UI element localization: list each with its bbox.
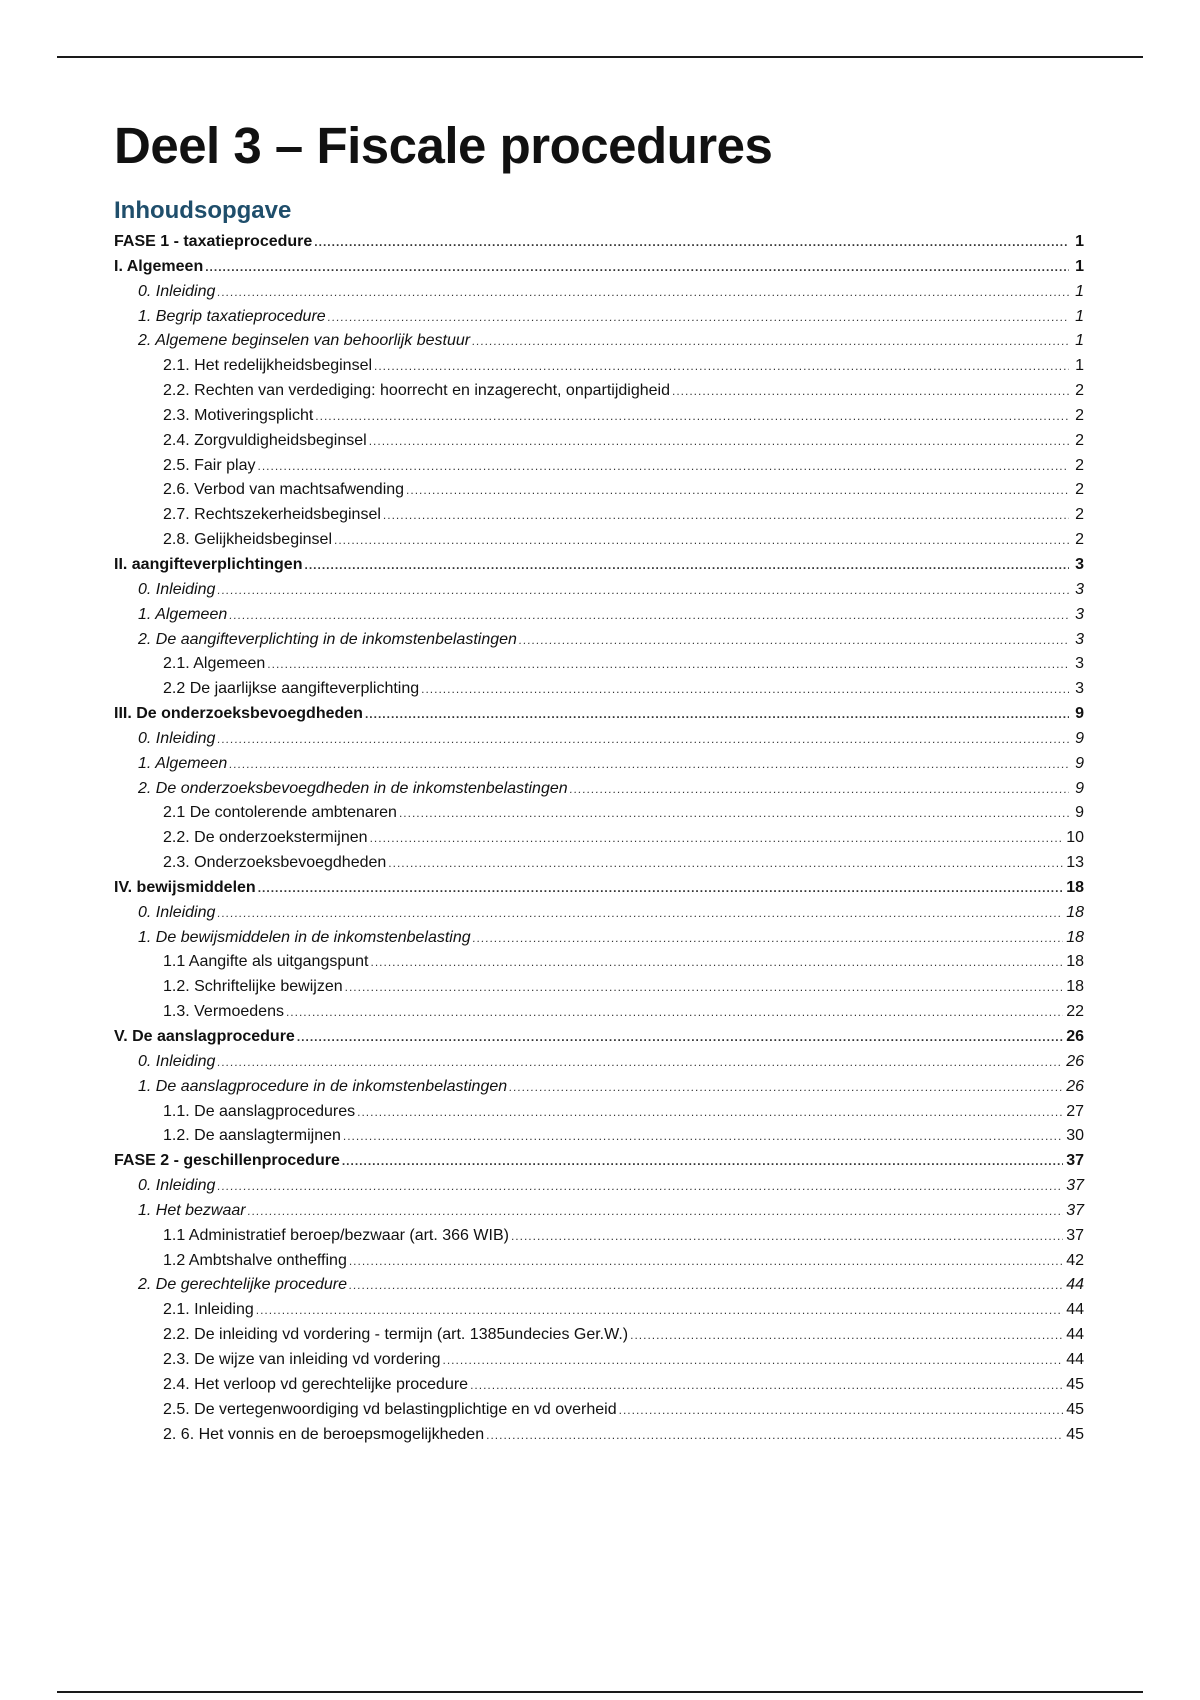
toc-dot-leader — [229, 752, 1069, 777]
toc-entry[interactable] — [114, 404, 1084, 429]
toc-dot-leader — [371, 950, 1064, 975]
toc-entry-label: 2.5. Fair play — [163, 456, 256, 474]
toc-entry-page-number: 18 — [1066, 978, 1084, 996]
toc-dot-leader — [217, 727, 1069, 752]
toc-entry-label: 0. Inleiding — [138, 903, 216, 921]
toc-entry-page-number: 26 — [1066, 1077, 1084, 1095]
toc-entry[interactable] — [114, 901, 1084, 926]
toc-entry-page-number: 1 — [1075, 282, 1084, 300]
toc-entry-label: III. De onderzoeksbevoegdheden — [114, 705, 363, 723]
toc-entry[interactable] — [114, 628, 1084, 653]
toc-dot-leader — [256, 1298, 1063, 1323]
toc-dot-leader — [619, 1398, 1064, 1423]
toc-entry-page-number: 45 — [1066, 1425, 1084, 1443]
toc-entry-label: FASE 2 - geschillenprocedure — [114, 1152, 340, 1170]
toc-dot-leader — [349, 1273, 1063, 1298]
toc-dot-leader — [399, 801, 1069, 826]
toc-heading: Inhoudsopgave — [114, 197, 292, 224]
toc-entry-label: 1.1 Administratief beroep/bezwaar (art. 366 WIB) — [163, 1226, 509, 1244]
toc-entry-label: FASE 1 - taxatieprocedure — [114, 233, 313, 250]
toc-entry-label: 1. Het bezwaar — [138, 1201, 246, 1219]
toc-entry[interactable] — [114, 1273, 1084, 1298]
toc-entry-page-number: 9 — [1075, 779, 1084, 797]
toc-dot-leader — [229, 603, 1069, 628]
toc-entry-page-number: 1 — [1075, 233, 1084, 250]
toc-dot-leader — [343, 1124, 1063, 1149]
toc-entry-page-number: 44 — [1066, 1301, 1084, 1319]
toc-entry[interactable] — [114, 702, 1084, 727]
toc-entry-page-number: 9 — [1075, 705, 1084, 723]
bottom-rule — [57, 1691, 1143, 1693]
toc-entry-label: I. Algemeen — [114, 257, 204, 275]
toc-entry[interactable] — [114, 454, 1084, 479]
toc-dot-leader — [421, 677, 1069, 702]
toc-dot-leader — [304, 553, 1069, 578]
toc-entry-page-number: 2 — [1075, 406, 1084, 424]
toc-entry[interactable] — [114, 329, 1084, 354]
toc-entry-label: 2.3. Motiveringsplicht — [163, 406, 314, 424]
toc-entry[interactable] — [114, 1000, 1084, 1025]
toc-entry-label: 2.5. De vertegenwoordiging vd belastingplichtige en vd overheid — [163, 1400, 617, 1418]
toc-entry-label: 0. Inleiding — [138, 729, 216, 747]
toc-entry[interactable] — [114, 1025, 1084, 1050]
toc-entry-page-number: 3 — [1075, 655, 1084, 673]
toc-entry[interactable] — [114, 677, 1084, 702]
toc-entry-page-number: 1 — [1075, 357, 1084, 375]
toc-dot-leader — [509, 1075, 1063, 1100]
toc-dot-leader — [472, 329, 1069, 354]
toc-dot-leader — [217, 1050, 1063, 1075]
toc-entry-page-number: 44 — [1066, 1276, 1084, 1294]
toc-entry-label: 2. De aangifteverplichting in de inkomstenbelastingen — [138, 630, 517, 648]
toc-entry-page-number: 45 — [1066, 1400, 1084, 1418]
toc-entry-page-number: 30 — [1066, 1127, 1084, 1145]
toc-entry-label: 1.3. Vermoedens — [163, 1003, 284, 1021]
toc-entry-page-number: 9 — [1075, 804, 1084, 822]
toc-entry[interactable] — [114, 1124, 1084, 1149]
toc-entry-page-number: 42 — [1066, 1251, 1084, 1269]
toc-entry[interactable] — [114, 975, 1084, 1000]
toc-entry-page-number: 3 — [1075, 680, 1084, 698]
toc-entry-page-number: 18 — [1066, 928, 1084, 946]
toc-entry-page-number: 2 — [1075, 481, 1084, 499]
toc-entry[interactable] — [114, 255, 1084, 280]
toc-entry-label: 2. Algemene beginselen van behoorlijk bestuur — [138, 332, 471, 350]
toc-dot-leader — [357, 1100, 1063, 1125]
toc-dot-leader — [258, 876, 1064, 901]
top-rule — [57, 56, 1143, 58]
toc-entry-page-number: 27 — [1066, 1102, 1084, 1120]
toc-entry-label: 2.2. De inleiding vd vordering - termijn (art. 1385undecies Ger.W.) — [163, 1326, 629, 1344]
toc-entry-page-number: 9 — [1075, 754, 1084, 772]
toc-entry[interactable] — [114, 1373, 1084, 1398]
toc-entry[interactable] — [114, 429, 1084, 454]
toc-entry-page-number: 22 — [1066, 1003, 1084, 1021]
toc-dot-leader — [486, 1423, 1063, 1448]
toc-entry-label: 2.3. Onderzoeksbevoegdheden — [163, 854, 387, 872]
toc-dot-leader — [217, 578, 1069, 603]
toc-dot-leader — [205, 255, 1069, 280]
toc-entry[interactable] — [114, 1224, 1084, 1249]
toc-entry-page-number: 26 — [1066, 1052, 1084, 1070]
toc-entry[interactable] — [114, 379, 1084, 404]
toc-entry[interactable] — [114, 801, 1084, 826]
toc-entry-label: IV. bewijsmiddelen — [114, 878, 256, 896]
toc-entry[interactable] — [114, 503, 1084, 528]
toc-dot-leader — [342, 1149, 1063, 1174]
toc-entry-label: 1.2. Schriftelijke bewijzen — [163, 978, 343, 996]
toc-entry-page-number: 18 — [1066, 953, 1084, 971]
toc-dot-leader — [370, 826, 1064, 851]
toc-entry-label: 2.7. Rechtszekerheidsbeginsel — [163, 506, 381, 524]
toc-entry-label: 1. Algemeen — [138, 605, 228, 623]
toc-entry-page-number: 13 — [1066, 854, 1084, 872]
toc-entry[interactable] — [114, 1298, 1084, 1323]
toc-entry-page-number: 2 — [1075, 382, 1084, 400]
toc-dot-leader — [388, 851, 1063, 876]
toc-dot-leader — [314, 230, 1069, 255]
toc-entry-page-number: 3 — [1075, 630, 1084, 648]
toc-dot-leader — [334, 528, 1069, 553]
toc-entry-label: 2.1. Het redelijkheidsbeginsel — [163, 357, 373, 375]
toc-dot-leader — [374, 354, 1069, 379]
toc-entry-page-number: 3 — [1075, 580, 1084, 598]
toc-entry-label: 2.6. Verbod van machtsafwending — [163, 481, 405, 499]
toc-entry[interactable] — [114, 354, 1084, 379]
toc-dot-leader — [349, 1249, 1063, 1274]
toc-entry-page-number: 2 — [1075, 456, 1084, 474]
toc-entry-page-number: 3 — [1075, 605, 1084, 623]
toc-entry-page-number: 18 — [1066, 903, 1084, 921]
toc-dot-leader — [315, 404, 1069, 429]
toc-dot-leader — [369, 429, 1069, 454]
toc-entry-label: 2.4. Zorgvuldigheidsbeginsel — [163, 431, 367, 449]
toc-dot-leader — [383, 503, 1069, 528]
toc-entry-page-number: 3 — [1075, 555, 1084, 573]
toc-entry-page-number: 37 — [1066, 1152, 1084, 1170]
toc-dot-leader — [328, 305, 1069, 330]
toc-entry[interactable] — [114, 528, 1084, 553]
toc-entry-label: 2.8. Gelijkheidsbeginsel — [163, 531, 332, 549]
toc-entry-label: 1.1 Aangifte als uitgangspunt — [163, 953, 369, 971]
toc-dot-leader — [365, 702, 1069, 727]
toc-entry[interactable] — [114, 1100, 1084, 1125]
toc-dot-leader — [406, 478, 1069, 503]
toc-entry-label: 2. 6. Het vonnis en de beroepsmogelijkheden — [163, 1425, 485, 1443]
toc-entry[interactable] — [114, 1174, 1084, 1199]
toc-entry-label: II. aangifteverplichtingen — [114, 555, 303, 573]
toc-entry-label: 2.2. De onderzoekstermijnen — [163, 829, 368, 847]
toc-entry-label: 2.1. Inleiding — [163, 1301, 254, 1319]
toc-entry[interactable] — [114, 826, 1084, 851]
toc-dot-leader — [286, 1000, 1063, 1025]
toc-dot-leader — [217, 280, 1069, 305]
toc-entry-label: 1. Algemeen — [138, 754, 228, 772]
toc-entry-label: 1.2 Ambtshalve ontheffing — [163, 1251, 347, 1269]
toc-entry-page-number: 2 — [1075, 506, 1084, 524]
toc-entry-label: V. De aanslagprocedure — [114, 1028, 295, 1045]
toc-entry-page-number: 26 — [1066, 1028, 1084, 1045]
toc-entry[interactable] — [114, 1050, 1084, 1075]
toc-entry-page-number: 45 — [1066, 1375, 1084, 1393]
toc-entry-page-number: 1 — [1075, 307, 1084, 325]
document-title: Deel 3 – Fiscale procedures — [114, 117, 773, 174]
toc-entry-label: 0. Inleiding — [138, 282, 216, 300]
toc-entry-label: 0. Inleiding — [138, 1052, 216, 1070]
toc-dot-leader — [217, 1174, 1063, 1199]
toc-dot-leader — [217, 901, 1063, 926]
toc-dot-leader — [248, 1199, 1064, 1224]
toc-entry-page-number: 10 — [1066, 829, 1084, 847]
toc-entry-page-number: 18 — [1066, 878, 1084, 896]
toc-entry-page-number: 2 — [1075, 531, 1084, 549]
toc-entry-label: 1. De aanslagprocedure in de inkomstenbelastingen — [138, 1077, 508, 1095]
toc-entry-label: 0. Inleiding — [138, 1177, 216, 1195]
toc-entry-label: 2.2. Rechten van verdediging: hoorrecht en inzagerecht, onpartijdigheid — [163, 382, 670, 400]
toc-entry-label: 2.3. De wijze van inleiding vd vordering — [163, 1350, 441, 1368]
toc-dot-leader — [519, 628, 1069, 653]
toc-dot-leader — [257, 454, 1069, 479]
toc-entry[interactable] — [114, 652, 1084, 677]
toc-dot-leader — [297, 1025, 1063, 1050]
toc-dot-leader — [470, 1373, 1063, 1398]
toc-entry[interactable] — [114, 1075, 1084, 1100]
toc-entry[interactable] — [114, 578, 1084, 603]
toc-entry[interactable] — [114, 230, 1084, 255]
toc-entry[interactable] — [114, 1149, 1084, 1174]
toc-entry-label: 2.1 De contolerende ambtenaren — [163, 804, 397, 822]
toc-entry-page-number: 1 — [1075, 257, 1084, 275]
toc-entry-label: 1. Begrip taxatieprocedure — [138, 307, 326, 325]
toc-entry[interactable] — [114, 478, 1084, 503]
toc-entry[interactable] — [114, 553, 1084, 578]
toc-entry-label: 2. De onderzoeksbevoegdheden in de inkomstenbelastingen — [138, 779, 568, 797]
toc-dot-leader — [511, 1224, 1063, 1249]
toc-entry-page-number: 9 — [1075, 729, 1084, 747]
toc-entry-page-number: 2 — [1075, 431, 1084, 449]
toc-entry-label: 1.2. De aanslagtermijnen — [163, 1127, 341, 1145]
toc-entry[interactable] — [114, 926, 1084, 951]
toc-entry[interactable] — [114, 727, 1084, 752]
toc-entry-page-number: 1 — [1075, 332, 1084, 350]
toc-entry[interactable] — [114, 752, 1084, 777]
toc-entry[interactable] — [114, 777, 1084, 802]
toc-entry-label: 1.1. De aanslagprocedures — [163, 1102, 356, 1120]
toc-entry-page-number: 37 — [1066, 1177, 1084, 1195]
table-of-contents — [114, 230, 1084, 1447]
toc-entry[interactable] — [114, 851, 1084, 876]
toc-dot-leader — [267, 652, 1069, 677]
toc-entry[interactable] — [114, 1398, 1084, 1423]
toc-dot-leader — [345, 975, 1064, 1000]
toc-entry-label: 2.4. Het verloop vd gerechtelijke procedure — [163, 1375, 469, 1393]
toc-entry[interactable] — [114, 280, 1084, 305]
toc-dot-leader — [672, 379, 1069, 404]
toc-entry[interactable] — [114, 603, 1084, 628]
toc-entry[interactable] — [114, 1348, 1084, 1373]
toc-entry[interactable] — [114, 305, 1084, 330]
toc-entry-label: 2. De gerechtelijke procedure — [138, 1276, 348, 1294]
toc-entry[interactable] — [114, 1323, 1084, 1348]
toc-entry-label: 2.1. Algemeen — [163, 655, 266, 673]
toc-entry[interactable] — [114, 1199, 1084, 1224]
toc-dot-leader — [570, 777, 1069, 802]
toc-entry-label: 0. Inleiding — [138, 580, 216, 598]
toc-dot-leader — [473, 926, 1064, 951]
toc-dot-leader — [630, 1323, 1063, 1348]
toc-entry-page-number: 37 — [1066, 1226, 1084, 1244]
toc-entry[interactable] — [114, 1423, 1084, 1448]
toc-entry[interactable] — [114, 1249, 1084, 1274]
toc-entry-page-number: 44 — [1066, 1350, 1084, 1368]
toc-entry-page-number: 37 — [1066, 1201, 1084, 1219]
toc-dot-leader — [442, 1348, 1063, 1373]
toc-entry[interactable] — [114, 876, 1084, 901]
toc-entry-label: 2.2 De jaarlijkse aangifteverplichting — [163, 680, 420, 698]
toc-entry-page-number: 44 — [1066, 1326, 1084, 1344]
toc-entry[interactable] — [114, 950, 1084, 975]
toc-entry-label: 1. De bewijsmiddelen in de inkomstenbelasting — [138, 928, 471, 946]
